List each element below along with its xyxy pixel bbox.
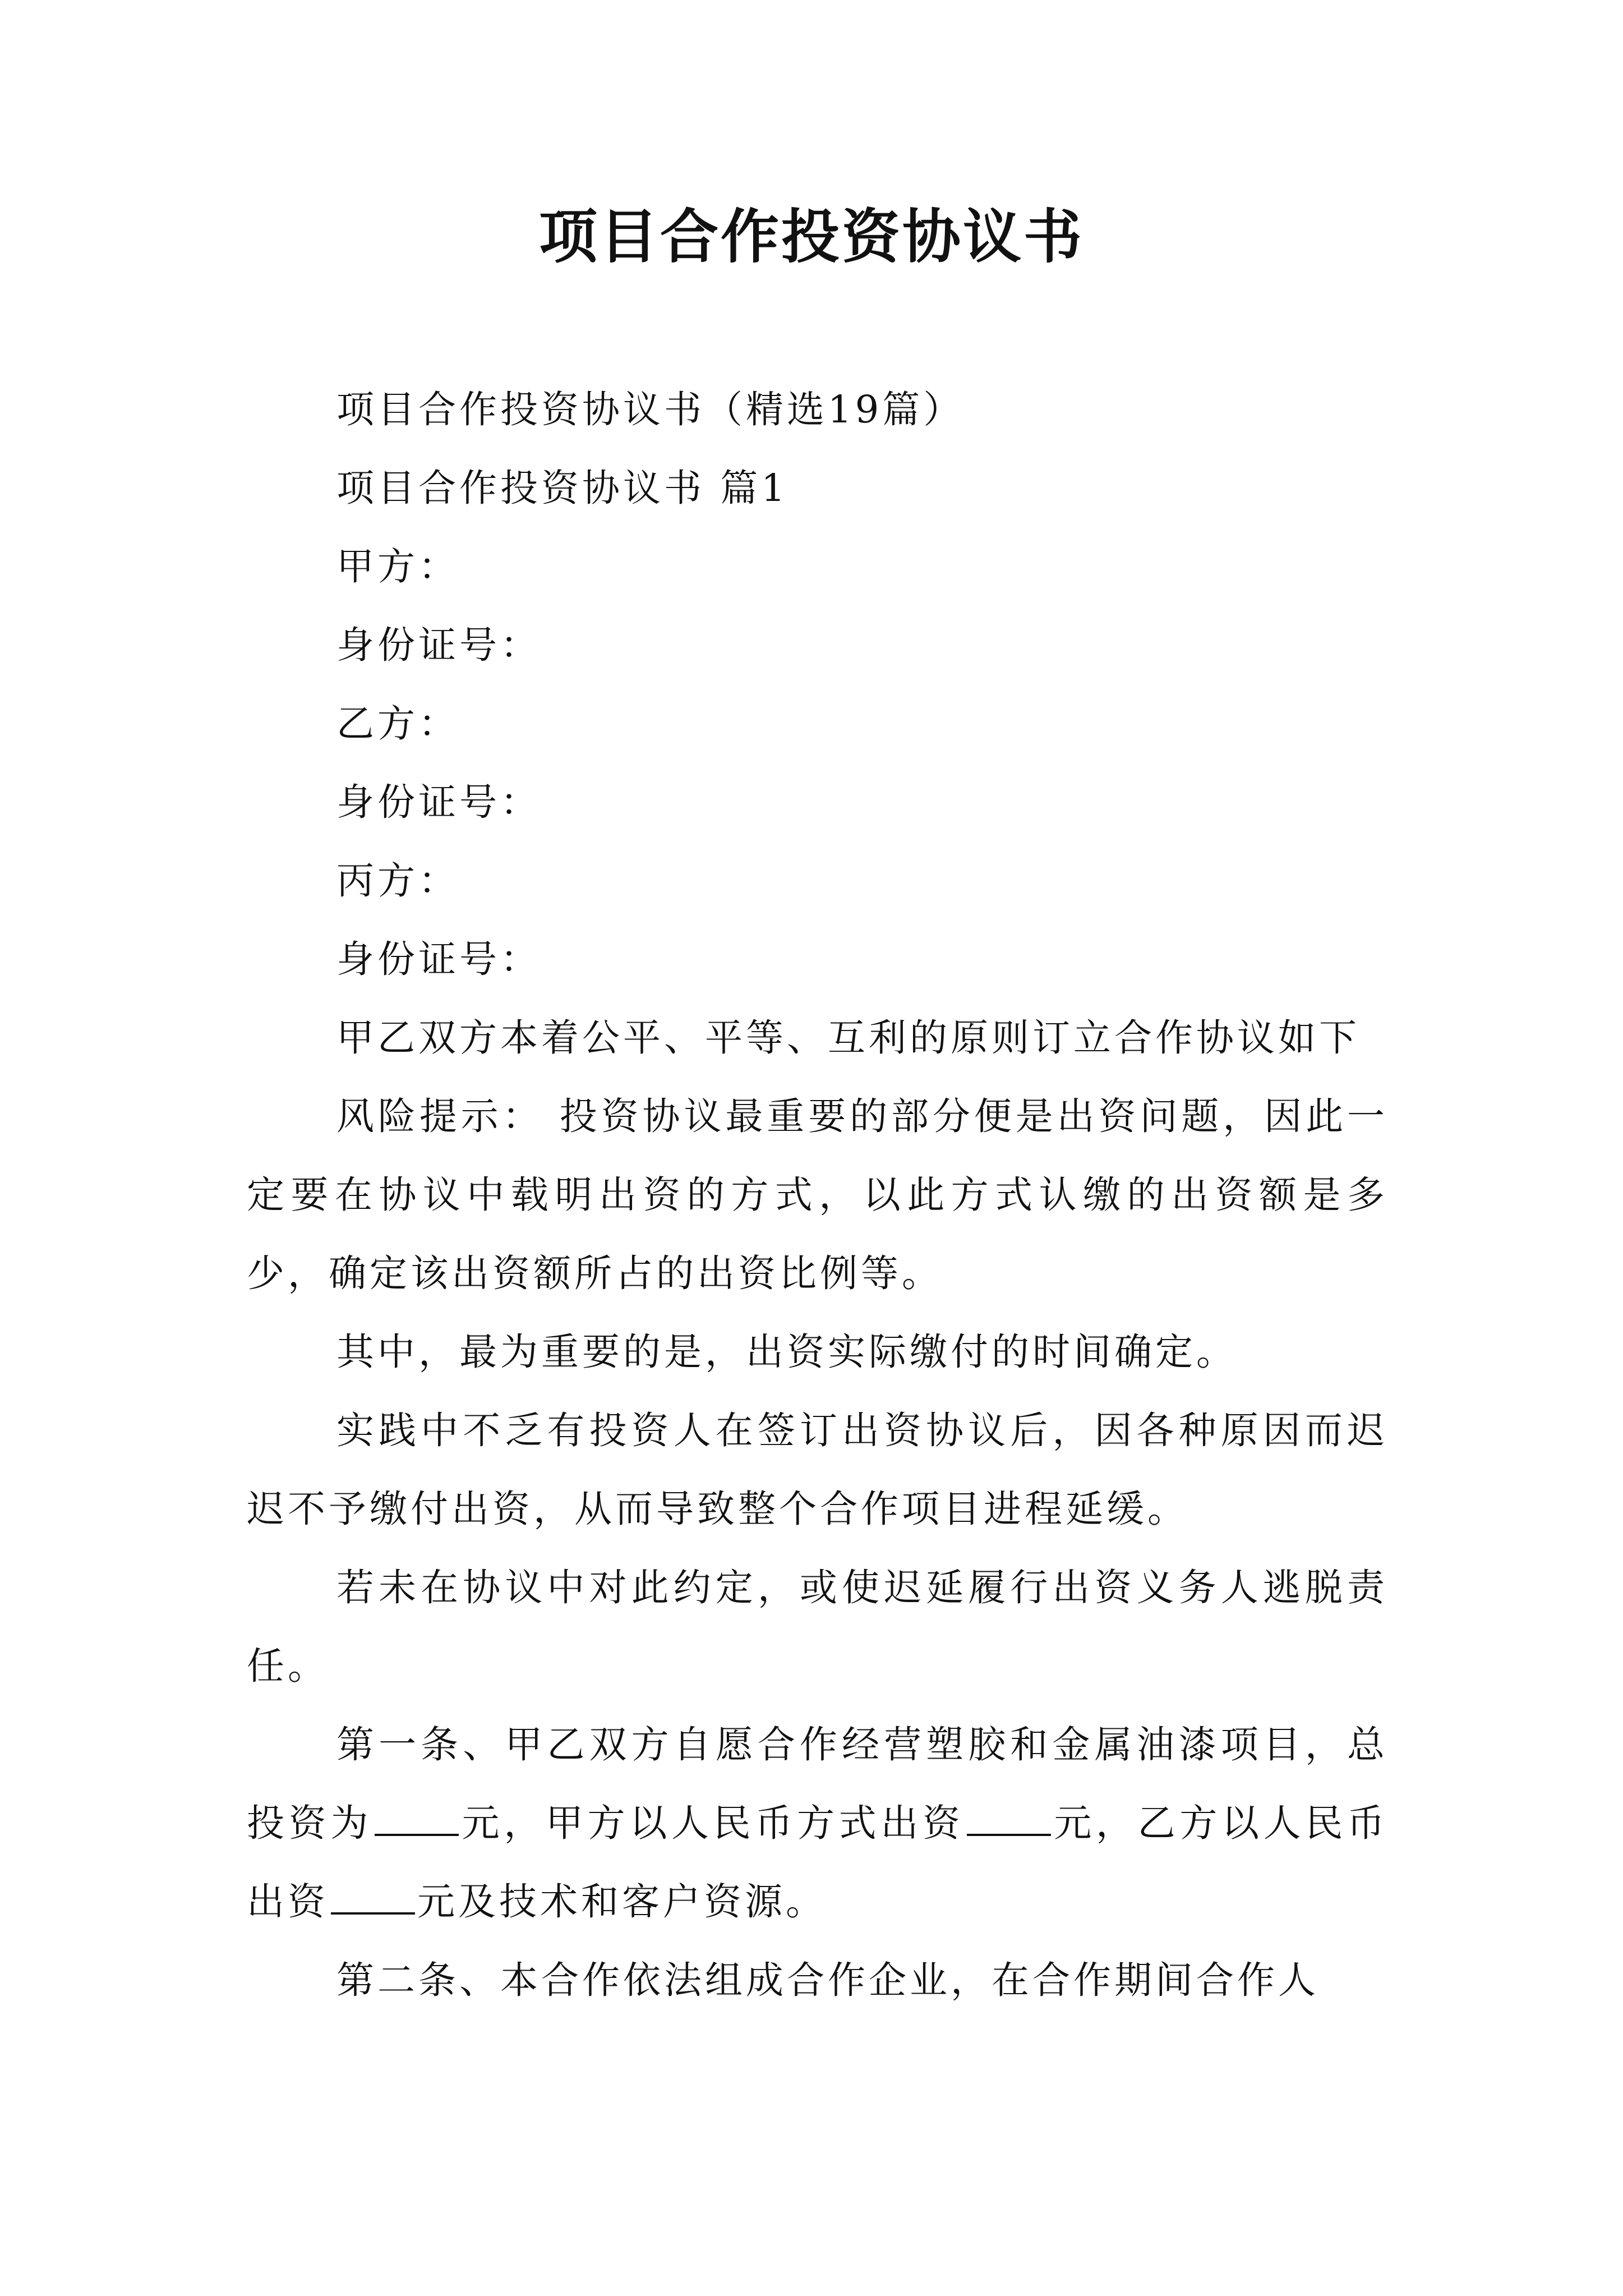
paragraph-article-one bbox=[247, 1705, 1388, 1941]
article-one-text-4: 元及技术和客户资源。 bbox=[417, 1880, 827, 1924]
party-b-label: 乙方： bbox=[336, 702, 459, 746]
party-a-contribution-blank bbox=[967, 1833, 1051, 1836]
paragraph-preamble: 甲乙双方本着公平、平等、互利的原则订立合作协议如下 bbox=[336, 1016, 1360, 1060]
party-b-contribution-blank bbox=[331, 1912, 415, 1915]
party-a-id-label: 身份证号： bbox=[336, 623, 541, 667]
paragraph-liability: 若未在协议中对此约定，或使迟延履行出资义务人逃脱责任。 bbox=[247, 1566, 1388, 1688]
document-title: 项目合作投资协议书 bbox=[538, 203, 1084, 271]
party-c-id-label: 身份证号： bbox=[336, 937, 541, 981]
paragraph-practice: 实践中不乏有投资人在签订出资协议后，因各种原因而迟迟不予缴付出资，从而导致整个合作项目进程延缓。 bbox=[247, 1409, 1388, 1531]
paragraph-risk-notice: 风险提示： 投资协议最重要的部分便是出资问题，因此一定要在协议中载明出资的方式，以此方式认缴的出资额是多少，确定该出资额所占的出资比例等。 bbox=[247, 1094, 1388, 1295]
party-c-label: 丙方： bbox=[336, 859, 459, 903]
paragraph-article-two: 第二条、本合作依法组成合作企业，在合作期间合作人 bbox=[336, 1958, 1319, 2002]
paragraph-subtitle: 项目合作投资协议书（精选19篇） bbox=[336, 388, 965, 431]
article-one-text-3: 元，乙方以人民币出资 bbox=[247, 1801, 1389, 1924]
party-b-id-label: 身份证号： bbox=[336, 780, 541, 824]
article-one-text-1: 第一条、甲乙双方自愿合作经营塑胶和金属油漆项目，总投资为 bbox=[247, 1723, 1388, 1845]
paragraph-section-heading: 项目合作投资协议书 篇1 bbox=[336, 466, 789, 510]
party-a-label: 甲方： bbox=[336, 545, 459, 588]
paragraph-key-point: 其中，最为重要的是，出资实际缴付的时间确定。 bbox=[336, 1330, 1237, 1374]
total-investment-blank bbox=[375, 1833, 459, 1836]
document-body bbox=[247, 370, 1388, 2019]
article-one-text-2: 元，甲方以人民币方式出资 bbox=[461, 1801, 965, 1845]
